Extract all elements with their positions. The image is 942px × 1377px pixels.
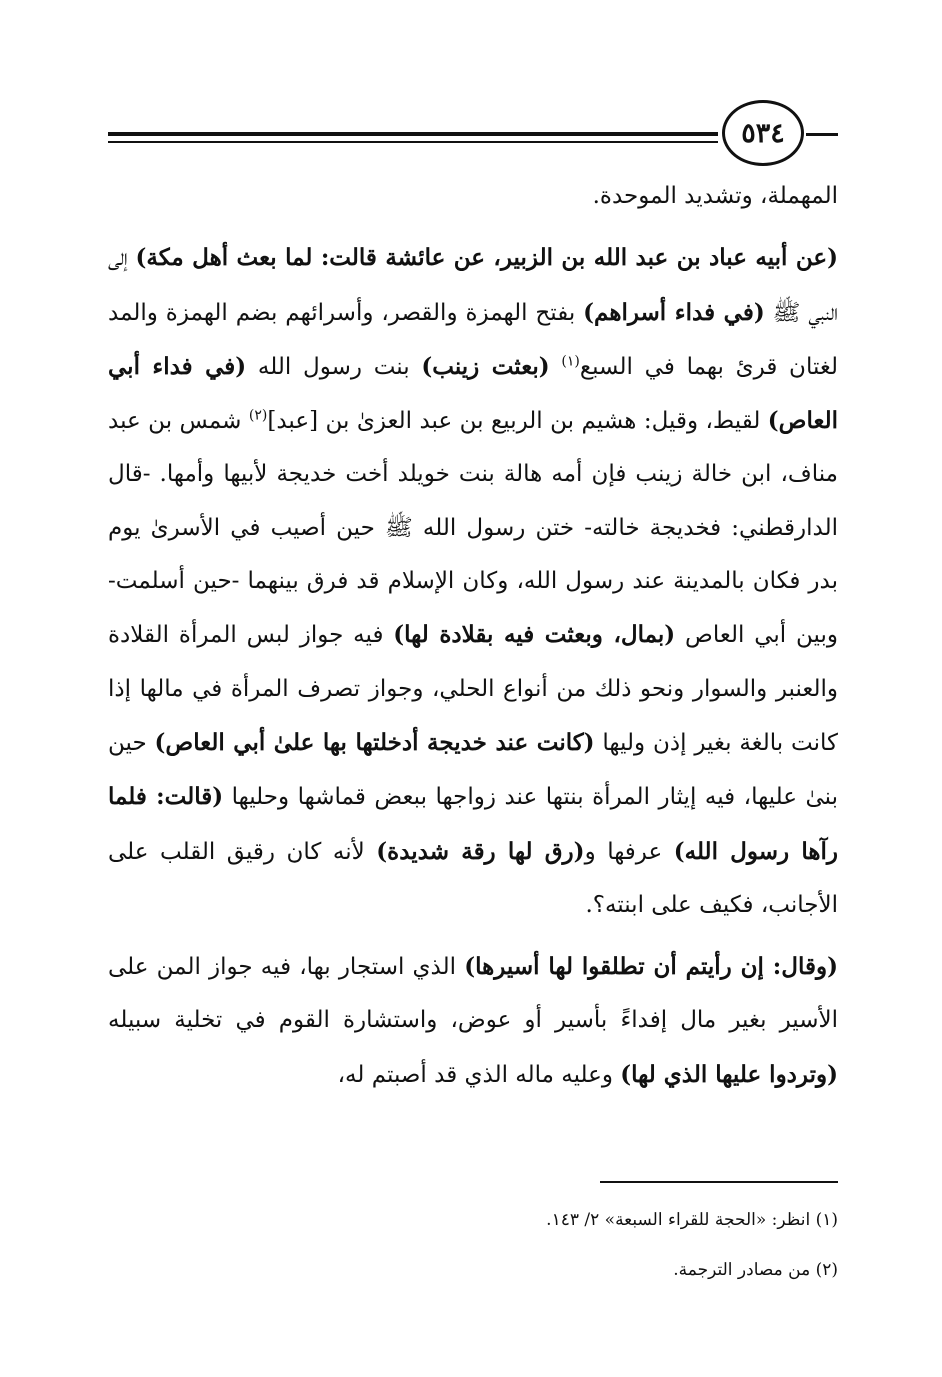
bold-quote-run: (بعثت زينب) bbox=[421, 352, 550, 380]
footnotes bbox=[108, 1195, 838, 1295]
bold-quote-run: (رق لها رقة شديدة) bbox=[376, 837, 585, 865]
bold-quote-run: (وتردوا عليها الذي لها) bbox=[620, 1060, 838, 1088]
text-run: فيه جواز لبس المرأة القلادة والعنبر والسوار ونحو ذلك من أنواع الحلي، وجواز تصرف المرأة في مالها إذا كانت بالغة بغير إذن وليها bbox=[108, 622, 838, 756]
bold-quote-run: (في فداء أسراهم) bbox=[583, 298, 765, 326]
paragraph-hadith bbox=[108, 231, 838, 932]
bold-quote-run: (عن أبيه عباد بن عبد الله بن الزبير، عن عائشة قالت: لما بعث أهل مكة) bbox=[135, 244, 838, 272]
text-run: لأنه كان رقيق القلب على الأجانب، فكيف على ابنته؟. bbox=[108, 838, 838, 918]
text-run: عرفها و bbox=[584, 838, 674, 865]
page-number: ٥٣٤ bbox=[741, 117, 785, 149]
footnote-2: (٢) من مصادر الترجمة. bbox=[673, 1260, 838, 1280]
paragraph-commentary bbox=[108, 940, 838, 1102]
header-right-rule bbox=[806, 133, 838, 136]
header-thin-rule bbox=[108, 141, 718, 143]
text-run: شمس بن عبد مناف، ابن خالة زينب فإن أمه هالة بنت خويلد أخت خديجة لأبيها وأمها. -قال الدارقطني: فخديجة خالته- ختن رسول الله ﷺ حين أصيب في الأسرىٰ يوم بدر فكان بالمدينة عند رسول الله، وكان الإسلام قد فرق بينهما -حين أسلمت- وبين أبي العاص bbox=[108, 408, 838, 649]
text-run: إلى النبي ﷺ bbox=[108, 245, 838, 326]
text-run: وعليه ماله الذي قد أصبتم له، bbox=[337, 1061, 621, 1088]
main-text bbox=[108, 170, 838, 1102]
text-run: بفتح الهمزة والقصر، وأسرائهم بضم الهمزة والمد لغتان قرئ بهما في السبع bbox=[108, 299, 839, 380]
header-thick-rule bbox=[108, 132, 718, 136]
bold-quote-run: (قالت: فلما رآها رسول الله) bbox=[108, 783, 838, 865]
footnote-1: (١) انظر: «الحجة للقراء السبعة» ٢/ ١٤٣. bbox=[546, 1210, 838, 1230]
text-run: الذي استجار بها، فيه جواز المن على الأسير بغير مال إفداءً بأسير أو عوض، واستشارة القوم في تخلية سبيله bbox=[108, 954, 838, 1034]
footnote-separator bbox=[600, 1181, 838, 1183]
page-number-badge bbox=[722, 100, 804, 166]
bold-quote-run: (في فداء أبي العاص) bbox=[108, 352, 838, 435]
bold-quote-run: (وقال: إن رأيتم أن تطلقوا لها أسيرها) bbox=[464, 953, 838, 981]
page-header bbox=[108, 100, 838, 170]
bold-quote-run: (كانت عند خديجة أدخلتها بها علىٰ أبي العاص) bbox=[154, 728, 595, 756]
text-run: بنت رسول الله bbox=[246, 353, 422, 380]
text-run: المهملة، وتشديد الموحدة. bbox=[592, 183, 838, 209]
text-run: حين بنىٰ عليها، فيه إيثار المرأة بنتها عند زواجها ببعض قماشها وحليها bbox=[108, 729, 838, 811]
text-run: لقيط، وقيل: هشيم بن الربيع بن عبد العزىٰ بن [عبد] bbox=[267, 408, 768, 435]
text-run bbox=[550, 354, 562, 380]
paragraph-continuation bbox=[108, 170, 838, 223]
footnote-ref: (١) bbox=[561, 353, 580, 370]
footnote-ref: (٢) bbox=[248, 407, 268, 424]
bold-quote-run: (بمال، وبعثت فيه بقلادة لها) bbox=[393, 621, 676, 649]
